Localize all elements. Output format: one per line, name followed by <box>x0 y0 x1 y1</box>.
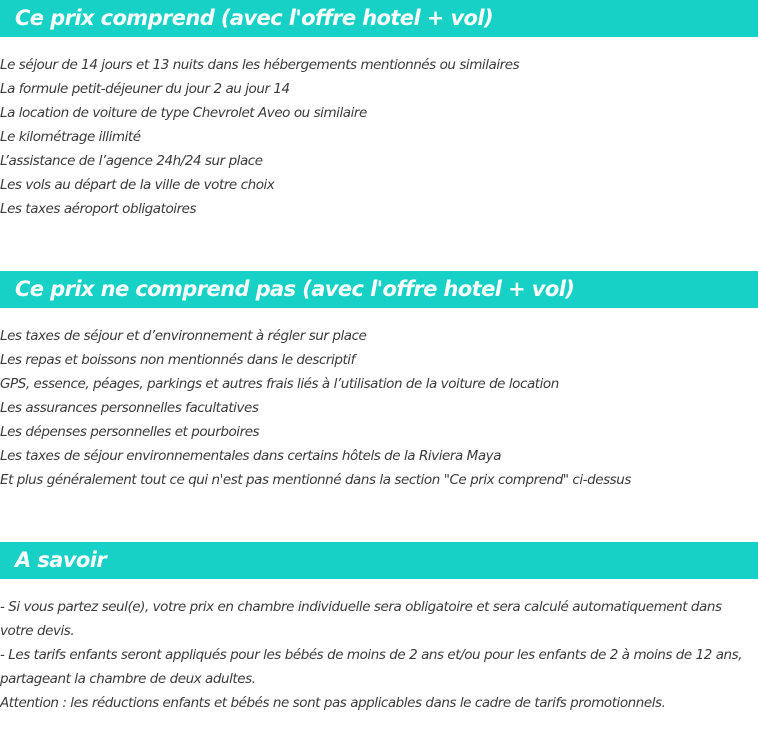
list-item: Les assurances personnelles facultatives <box>0 400 259 416</box>
list-item: Le kilométrage illimité <box>0 129 141 145</box>
list-item: Les dépenses personnelles et pourboires <box>0 424 260 440</box>
list-item: Les vols au départ de la ville de votre choix <box>0 177 275 193</box>
list-item: La location de voiture de type Chevrolet Aveo ou similaire <box>0 105 367 121</box>
paragraph: - Si vous partez seul(e), votre prix en chambre individuelle sera obligatoire et sera calculé automatiquement dans votre devis. <box>0 599 722 639</box>
section-header-included: Ce prix comprend (avec l'offre hotel + vol) <box>0 0 758 37</box>
included-list <box>0 53 758 221</box>
list-item: Les taxes aéroport obligatoires <box>0 201 197 217</box>
a-savoir-text <box>0 595 752 715</box>
list-item: Les taxes de séjour et d’environnement à régler sur place <box>0 328 367 344</box>
section-header-a-savoir: A savoir <box>0 542 758 579</box>
list-item: Les taxes de séjour environnementales dans certains hôtels de la Riviera Maya <box>0 448 502 464</box>
not-included-list <box>0 324 758 492</box>
list-item: Et plus généralement tout ce qui n'est pas mentionné dans la section "Ce prix comprend" ci-dessus <box>0 472 631 488</box>
list-item: GPS, essence, péages, parkings et autres frais liés à l’utilisation de la voiture de location <box>0 376 559 392</box>
paragraph: Attention : les réductions enfants et bébés ne sont pas applicables dans le cadre de tarifs promotionnels. <box>0 695 666 711</box>
paragraph: - Les tarifs enfants seront appliqués pour les bébés de moins de 2 ans et/ou pour les enfants de 2 à moins de 12 ans, partageant la chambre de deux adultes. <box>0 647 743 687</box>
list-item: L’assistance de l’agence 24h/24 sur place <box>0 153 263 169</box>
list-item: Les repas et boissons non mentionnés dans le descriptif <box>0 352 355 368</box>
section-header-not-included: Ce prix ne comprend pas (avec l'offre hotel + vol) <box>0 271 758 308</box>
list-item: Le séjour de 14 jours et 13 nuits dans les hébergements mentionnés ou similaires <box>0 57 520 73</box>
list-item: La formule petit-déjeuner du jour 2 au jour 14 <box>0 81 290 97</box>
